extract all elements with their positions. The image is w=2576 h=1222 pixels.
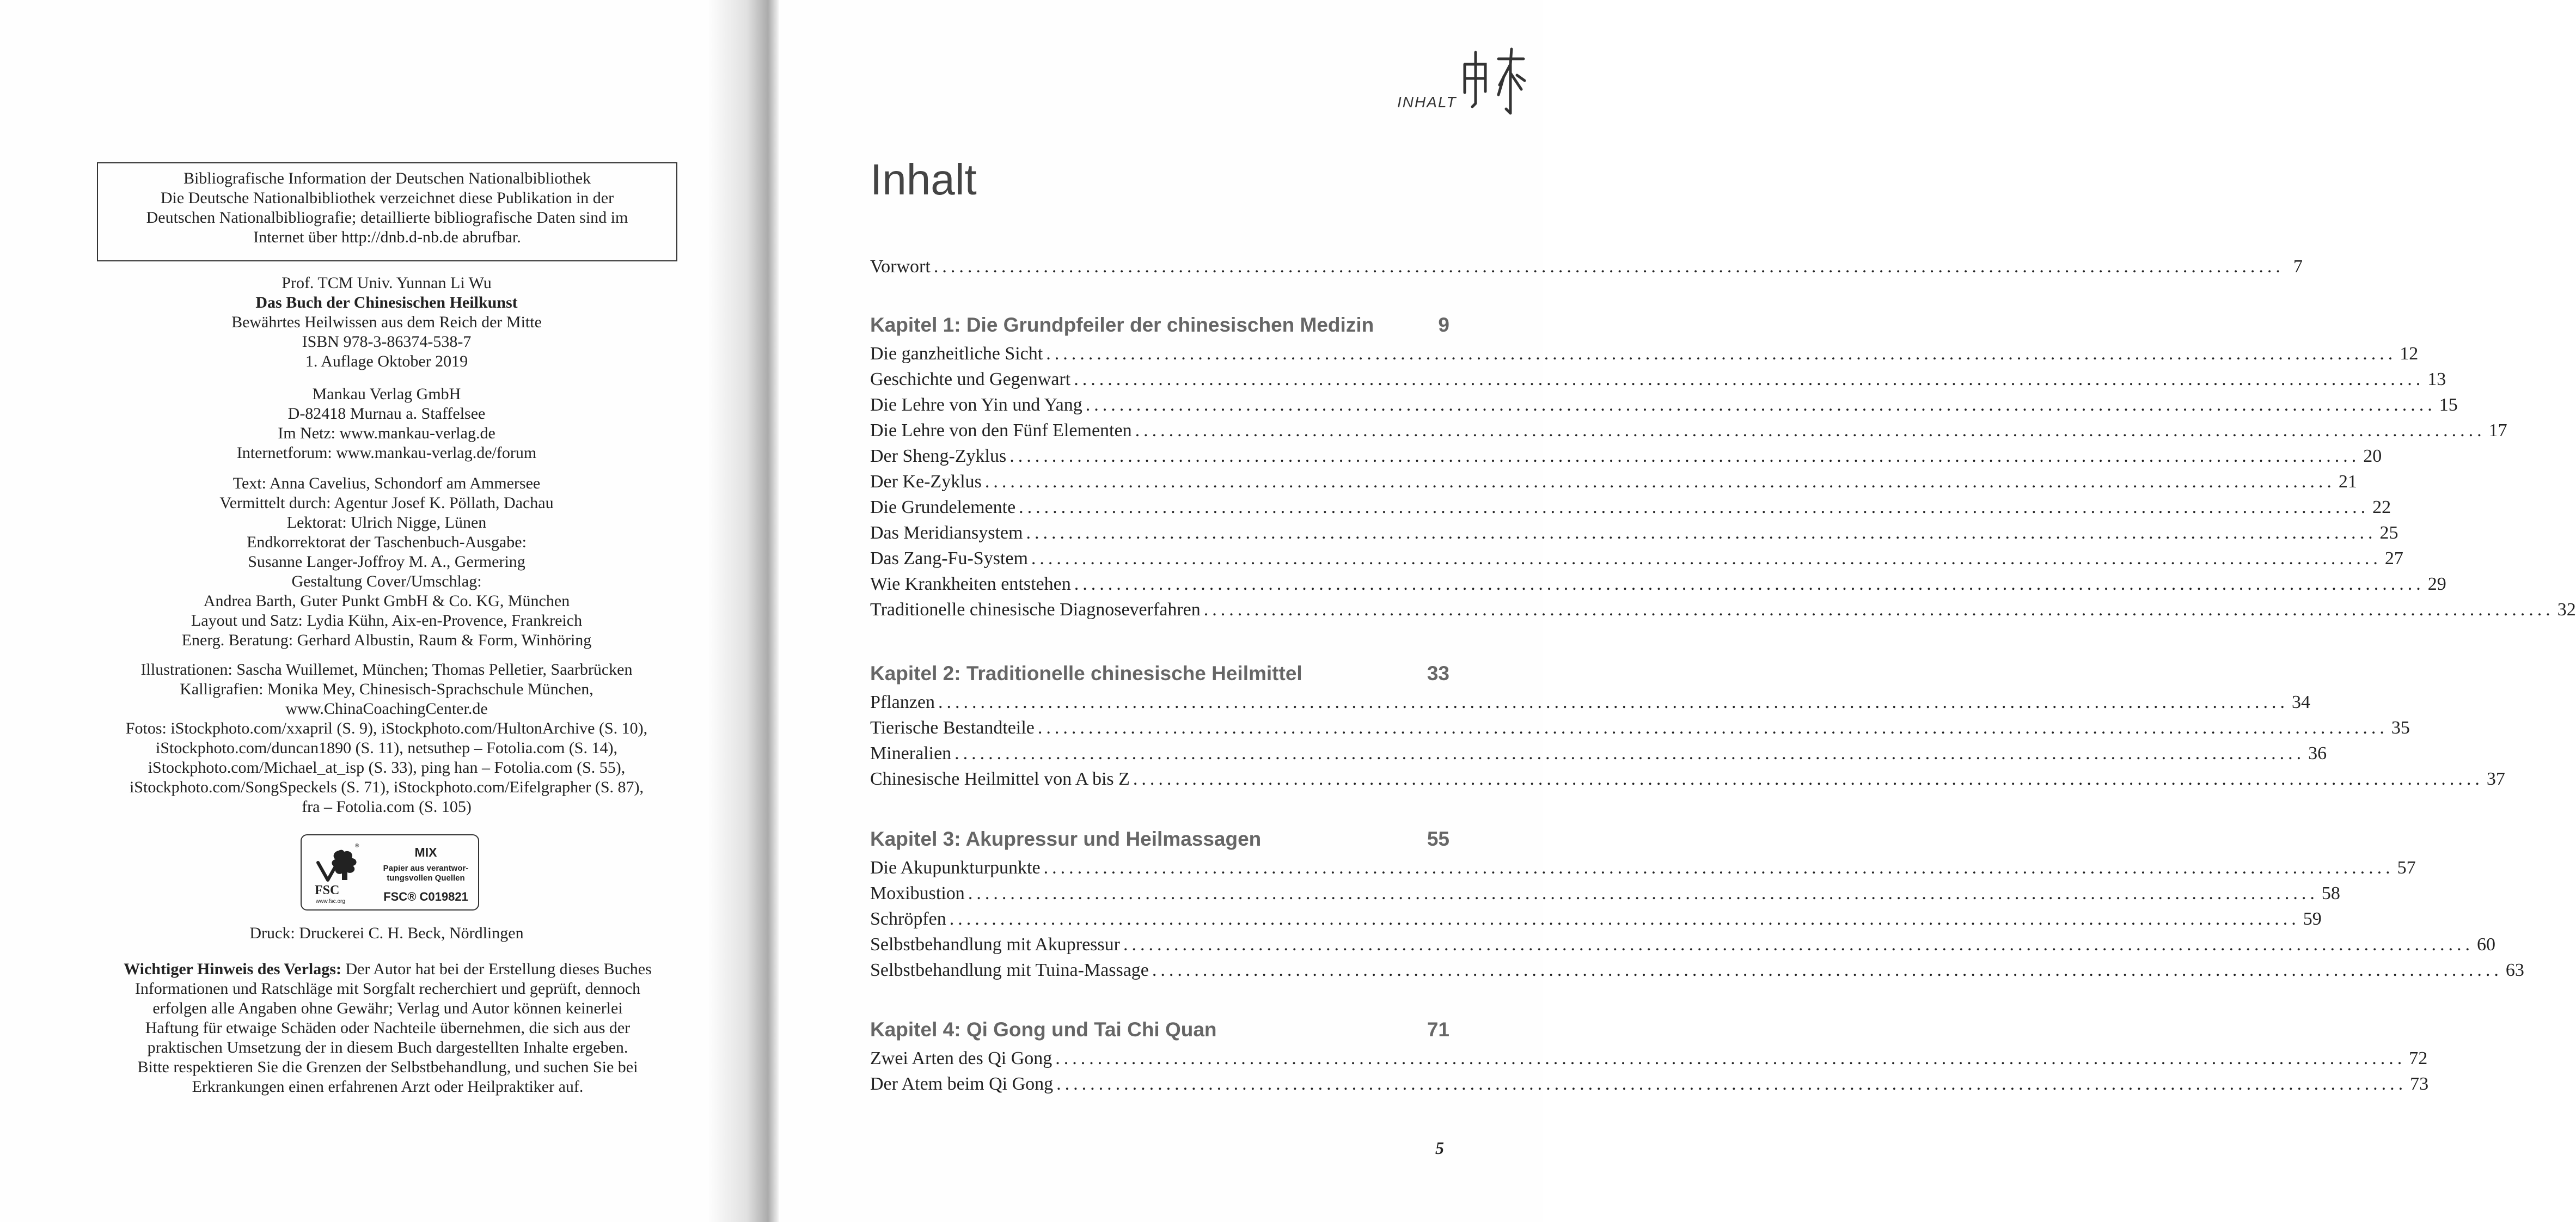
chapter-heading[interactable] (870, 823, 1449, 855)
chapter-page: 9 (1438, 314, 1449, 336)
credit-line: Layout und Satz: Lydia Kühn, Aix-en-Provence, Frankreich (191, 612, 583, 630)
print-info (71, 924, 702, 943)
dot-leader: ................................................................................................................................................................ (1026, 523, 2377, 543)
notice-heading: Wichtiger Hinweis des Verlags: (124, 960, 341, 978)
book-subtitle: Bewährtes Heilwissen aus dem Reich der Mitte (231, 313, 542, 331)
book-title: Das Buch der Chinesischen Heilkunst (255, 294, 518, 311)
toc-entry[interactable] (870, 469, 2357, 494)
credit-line: Lektorat: Ulrich Nigge, Lünen (286, 514, 487, 531)
toc-entry[interactable] (870, 341, 2419, 366)
illustration-line: www.ChinaCoachingCenter.de (285, 700, 488, 718)
chapter-heading[interactable] (870, 658, 1449, 689)
isbn: ISBN 978-3-86374-538-7 (302, 333, 472, 351)
toc-entry[interactable] (870, 741, 2327, 766)
dot-leader: ................................................................................................................................................................ (1043, 858, 2394, 878)
toc-title: Inhalt (870, 155, 977, 204)
toc-entry-page: 22 (2372, 497, 2391, 517)
chapter-title: Kapitel 1: Die Grundpfeiler der chinesischen Medizin (870, 314, 1374, 336)
toc-entry-page: 63 (2505, 960, 2524, 980)
dot-leader: ................................................................................................................................................................ (1074, 574, 2425, 594)
toc-entry-label: Die Akupunkturpunkte (870, 858, 1041, 878)
toc-entry-label: Die Lehre von Yin und Yang (870, 395, 1082, 415)
toc-entry-page: 35 (2391, 718, 2410, 738)
illustration-line: iStockphoto.com/duncan1890 (S. 11), netsuthep – Fotolia.com (S. 14), (156, 739, 617, 757)
toc-entry-label: Traditionelle chinesische Diagnoseverfahren (870, 600, 1201, 620)
toc-entry-label: Die Grundelemente (870, 497, 1016, 517)
dot-leader: ................................................................................................................................................................ (1135, 420, 2486, 441)
toc-entry[interactable] (870, 418, 2507, 443)
toc-entry-page: 13 (2427, 369, 2446, 389)
dot-leader: ................................................................................................................................................................ (1009, 446, 2360, 466)
toc-entry-label: Selbstbehandlung mit Tuina-Massage (870, 960, 1149, 980)
publisher-line: Im Netz: www.mankau-verlag.de (278, 424, 495, 442)
credit-line: Text: Anna Cavelius, Schondorf am Ammersee (232, 474, 541, 492)
toc-entry[interactable] (870, 689, 2310, 715)
left-page (0, 0, 730, 1222)
toc-entry-page: 7 (2293, 256, 2303, 277)
notice-line: Bitte respektieren Sie die Grenzen der Selbstbehandlung, und suchen Sie bei (137, 1058, 638, 1076)
box-line: Deutschen Nationalbibliografie; detaillierte bibliografische Daten sind im (146, 209, 628, 227)
dot-leader: ................................................................................................................................................................ (968, 883, 2318, 903)
dot-leader: ................................................................................................................................................................ (1031, 548, 2382, 569)
illustration-line: Fotos: iStockphoto.com/xxapril (S. 9), iStockphoto.com/HultonArchive (S. 10), (125, 719, 648, 737)
toc-entry-label: Chinesische Heilmittel von A bis Z (870, 769, 1130, 789)
toc-chapter-4 (870, 1014, 2429, 1097)
credit-line: Andrea Barth, Guter Punkt GmbH & Co. KG, München (203, 592, 570, 610)
toc-entry-page: 36 (2308, 743, 2327, 763)
illustration-line: Kalligrafien: Monika Mey, Chinesisch-Sprachschule München, (180, 680, 593, 698)
toc-entry-page: 72 (2409, 1048, 2428, 1068)
toc-entry[interactable] (870, 366, 2446, 392)
toc-entry-label: Der Sheng-Zyklus (870, 446, 1007, 466)
box-line: Die Deutsche Nationalbibliothek verzeichnet diese Publikation in der (160, 189, 614, 207)
dot-leader: ................................................................................................................................................................ (1123, 934, 2474, 955)
toc-entry-label: Geschichte und Gegenwart (870, 369, 1071, 389)
toc-chapter-1 (870, 309, 2576, 622)
edition: 1. Auflage Oktober 2019 (305, 352, 468, 370)
toc-entry[interactable] (870, 546, 2403, 571)
calligraphy-icon (1454, 42, 1530, 119)
toc-entry-label: Die ganzheitliche Sicht (870, 344, 1043, 364)
dot-leader: ................................................................................................................................................................ (1056, 1074, 2407, 1094)
notice-line: Haftung für etwaige Schäden oder Nachteile übernehmen, die sich aus der (145, 1019, 631, 1037)
fsc-paper-line: Papier aus verantwor- (383, 864, 469, 873)
chapter-title: Kapitel 3: Akupressur und Heilmassagen (870, 828, 1262, 850)
dot-leader: ................................................................................................................................................................ (984, 472, 2335, 492)
chapter-heading[interactable] (870, 1014, 1449, 1046)
dot-leader: ................................................................................................................................................................ (1046, 344, 2397, 364)
toc-chapter-3 (870, 823, 2524, 983)
toc-entry-label: Wie Krankheiten entstehen (870, 574, 1071, 594)
toc-entry-label: Das Zang-Fu-System (870, 548, 1028, 569)
publisher-info (71, 384, 702, 463)
toc-entry-label: Zwei Arten des Qi Gong (870, 1048, 1053, 1068)
dot-leader: ................................................................................................................................................................ (949, 909, 2300, 929)
publisher-notice (96, 960, 680, 1097)
notice-line: Erkrankungen einen erfahrenen Arzt oder Heilpraktiker auf. (192, 1078, 584, 1096)
toc-entry-page: 17 (2488, 420, 2507, 441)
fsc-paper-line: tungsvollen Quellen (387, 873, 465, 883)
dot-leader: ................................................................................................................................................................ (1133, 769, 2483, 789)
chapter-page: 55 (1427, 828, 1449, 850)
toc-entry[interactable] (870, 520, 2398, 546)
toc-entry-label: Tierische Bestandteile (870, 718, 1035, 738)
book-gutter-shadow (708, 0, 779, 1222)
fsc-label (301, 834, 479, 911)
notice-line: Informationen und Ratschläge mit Sorgfalt recherchiert und geprüft, dennoch (134, 980, 641, 998)
toc-entry[interactable] (870, 1071, 2429, 1097)
toc-entry-page: 32 (2557, 600, 2576, 620)
running-header: INHALT (1397, 94, 1457, 111)
toc-entry[interactable] (870, 443, 2382, 469)
dot-leader: ................................................................................................................................................................ (1055, 1048, 2406, 1068)
dot-leader: ................................................................................................................................................................ (954, 743, 2305, 763)
fsc-code: FSC® C019821 (383, 890, 468, 903)
dot-leader: ................................................................................................................................................................ (933, 256, 2284, 277)
print-line: Druck: Druckerei C. H. Beck, Nördlingen (249, 924, 524, 942)
toc-entry-page: 60 (2476, 934, 2495, 955)
toc-entry[interactable] (870, 571, 2446, 597)
chapter-heading[interactable] (870, 309, 1449, 341)
toc-foreword (870, 254, 2303, 279)
notice-line: erfolgen alle Angaben ohne Gewähr; Verlag und Autor können keinerlei (152, 999, 623, 1017)
toc-chapter-2 (870, 658, 2505, 792)
dot-leader: ................................................................................................................................................................ (1019, 497, 2370, 517)
toc-entry-page: 73 (2410, 1074, 2429, 1094)
fsc-tree-logo-icon (309, 840, 368, 907)
fsc-mix: MIX (414, 845, 437, 859)
dot-leader: ................................................................................................................................................................ (1152, 960, 2502, 980)
toc-entry-page: 34 (2291, 692, 2310, 712)
toc-entry[interactable] (870, 597, 2576, 622)
box-line: Internet über http://dnb.d-nb.de abrufbar. (253, 228, 521, 246)
chapter-page: 71 (1427, 1018, 1449, 1041)
dot-leader: ................................................................................................................................................................ (1085, 395, 2436, 415)
credit-line: Gestaltung Cover/Umschlag: (291, 572, 482, 590)
toc-entry-page: 15 (2439, 395, 2458, 415)
dot-leader: ................................................................................................................................................................ (1037, 718, 2388, 738)
dot-leader: ................................................................................................................................................................ (938, 692, 2289, 712)
illustration-line: iStockphoto.com/SongSpeckels (S. 71), iStockphoto.com/Eifelgrapher (S. 87), (129, 778, 644, 796)
dot-leader: ................................................................................................................................................................ (1074, 369, 2425, 389)
toc-entry-label: Der Atem beim Qi Gong (870, 1074, 1054, 1094)
toc-entry-label: Moxibustion (870, 883, 965, 903)
toc-entry-label: Der Ke-Zyklus (870, 472, 982, 492)
toc-entry-page: 59 (2303, 909, 2322, 929)
illustration-line: iStockphoto.com/Michael_at_isp (S. 33), ping han – Fotolia.com (S. 55), (148, 759, 626, 777)
toc-entry-page: 12 (2400, 344, 2419, 364)
toc-entry[interactable] (870, 906, 2322, 932)
toc-entry-label: Schröpfen (870, 909, 946, 929)
publisher-line: Internetforum: www.mankau-verlag.de/forum (236, 444, 537, 462)
notice-line: Der Autor hat bei der Erstellung dieses Buches (341, 960, 652, 978)
toc-entry-page: 37 (2486, 769, 2505, 789)
credit-line: Vermittelt durch: Agentur Josef K. Pöllath, Dachau (219, 494, 554, 512)
toc-entry-label: Mineralien (870, 743, 952, 763)
toc-entry-label: Selbstbehandlung mit Akupressur (870, 934, 1120, 955)
fsc-brand: FSC (315, 883, 340, 897)
toc-entry[interactable] (870, 254, 2303, 279)
toc-entry-page: 25 (2379, 523, 2398, 543)
toc-entry-page: 21 (2338, 472, 2357, 492)
toc-entry-page: 20 (2363, 446, 2382, 466)
illustration-credits (71, 660, 702, 817)
toc-entry[interactable] (870, 494, 2391, 520)
toc-entry-label: Die Lehre von den Fünf Elementen (870, 420, 1132, 441)
toc-entry-label: Pflanzen (870, 692, 935, 712)
toc-entry-page: 58 (2321, 883, 2340, 903)
toc-entry-page: 29 (2427, 574, 2446, 594)
credit-line: Susanne Langer-Joffroy M. A., Germering (248, 553, 525, 571)
chapter-page: 33 (1427, 662, 1449, 685)
toc-entry[interactable] (870, 392, 2458, 418)
box-line: Bibliografische Information der Deutschen Nationalbibliothek (183, 169, 591, 187)
illustration-line: Illustrationen: Sascha Wuillemet, München; Thomas Pelletier, Saarbrücken (140, 661, 633, 679)
toc-entry[interactable] (870, 1046, 2428, 1071)
toc-entry[interactable] (870, 855, 2416, 881)
toc-entry[interactable] (870, 766, 2505, 792)
toc-entry[interactable] (870, 932, 2495, 957)
notice-line: praktischen Umsetzung der in diesem Buch dargestellten Inhalte ergeben. (147, 1038, 628, 1056)
toc-entry-label: Das Meridiansystem (870, 523, 1023, 543)
toc-entry-label: Vorwort (870, 256, 931, 277)
toc-entry[interactable] (870, 715, 2410, 741)
credit-line: Endkorrektorat der Taschenbuch-Ausgabe: (247, 533, 527, 551)
page-number: 5 (1435, 1138, 1444, 1158)
toc-entry-page: 27 (2384, 548, 2403, 569)
credits (71, 474, 702, 650)
dot-leader: ................................................................................................................................................................ (1203, 600, 2554, 620)
illustration-line: fra – Fotolia.com (S. 105) (302, 798, 472, 816)
svg-text:®: ® (355, 843, 359, 849)
publisher-line: Mankau Verlag GmbH (312, 385, 461, 403)
fsc-paper-text (372, 864, 479, 883)
toc-entry[interactable] (870, 881, 2340, 906)
publisher-line: D-82418 Murnau a. Staffelsee (287, 405, 486, 423)
chapter-title: Kapitel 2: Traditionelle chinesische Heilmittel (870, 662, 1302, 685)
author: Prof. TCM Univ. Yunnan Li Wu (282, 274, 492, 292)
chapter-title: Kapitel 4: Qi Gong und Tai Chi Quan (870, 1018, 1217, 1041)
book-info (71, 273, 702, 371)
fsc-site: www.fsc.org (316, 899, 345, 905)
toc-entry[interactable] (870, 957, 2524, 983)
toc-entry-page: 57 (2397, 858, 2416, 878)
credit-line: Energ. Beratung: Gerhard Albustin, Raum & Form, Winhöring (181, 631, 592, 649)
bibliographic-info-box (97, 162, 677, 261)
